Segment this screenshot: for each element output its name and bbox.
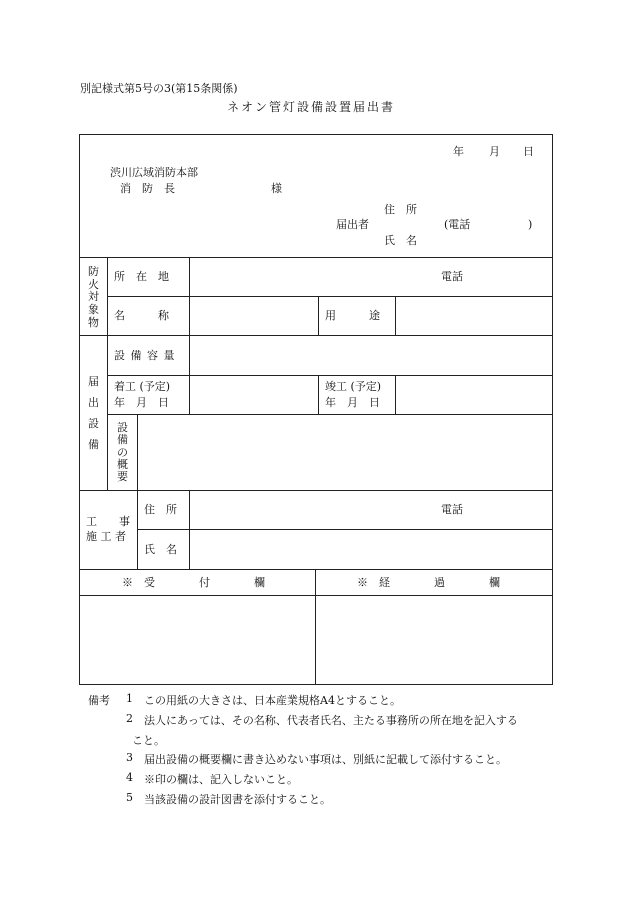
form-title: ネオン管灯設備設置届出書 (227, 100, 396, 114)
rule-fire-target-side (107, 257, 108, 335)
summary-label: 設 備 の 概 要 (117, 421, 128, 484)
rule-fire-target-bottom (79, 335, 553, 336)
capacity-label: 設 備 容 量 (114, 349, 176, 362)
date-year[interactable]: 年 (453, 145, 464, 158)
note-number: 5 (126, 791, 133, 804)
note-text: こと。 (132, 734, 165, 747)
rule-fire-target-top (79, 257, 553, 258)
name-label: 名 称 (114, 309, 169, 322)
note-item (88, 751, 558, 771)
rule-summary-label-col (137, 414, 138, 490)
applicant-name-label: 氏 名 (384, 234, 417, 247)
note-item (88, 791, 558, 811)
notes-section (88, 692, 558, 811)
progress-column-header: ※ 経 過 欄 (357, 576, 500, 589)
rule-capacity-bottom (107, 375, 553, 376)
notes-label: 備考 (88, 694, 110, 707)
note-item (88, 692, 558, 712)
finish-label: 竣工 (予定) (325, 380, 382, 393)
contractor-side-label-1: 工 事 (86, 515, 130, 528)
note-item (88, 771, 558, 791)
rule-equipment-bottom (79, 490, 553, 491)
equipment-side-label: 届 出 設 備 (88, 375, 99, 451)
rule-finish-left (318, 375, 319, 414)
rule-capacity-label-col (189, 335, 190, 414)
note-number: 1 (126, 692, 133, 705)
start-date: 年 月 日 (114, 396, 169, 409)
rule-office-divider (315, 569, 316, 685)
note-text: 法人にあっては、その名称、代表者氏名、主たる事務所の所在地を記入する (144, 714, 518, 727)
addressee-chief: 消 防 長 (120, 182, 175, 195)
note-number: 3 (126, 751, 133, 764)
addressee-org: 渋川広域消防本部 (110, 166, 198, 179)
note-text: 当該設備の設計図書を添付すること。 (144, 793, 331, 806)
applicant-phone-label: (電話 (444, 218, 471, 231)
fire-target-side-label: 防 火 対 象 物 (88, 265, 99, 329)
contractor-name-label: 氏 名 (144, 543, 177, 556)
contractor-phone-label: 電話 (441, 503, 463, 516)
rule-location-bottom (107, 296, 553, 297)
note-item (88, 732, 558, 751)
rule-contractor-address-bottom (137, 529, 553, 530)
note-text: ※印の欄は、記入しないこと。 (144, 773, 298, 786)
form-reference: 別記様式第5号の3(第15条関係) (80, 82, 238, 95)
form-frame (79, 134, 553, 685)
rule-use-right (395, 296, 396, 335)
note-number: 2 (126, 712, 133, 725)
note-number: 4 (126, 771, 133, 784)
date-month[interactable]: 月 (489, 145, 500, 158)
applicant-label: 届出者 (336, 218, 369, 231)
addressee-sama: 様 (271, 182, 282, 195)
applicant-phone-close: ) (528, 218, 533, 231)
location-phone-label: 電話 (441, 270, 463, 283)
finish-date: 年 月 日 (325, 396, 380, 409)
use-label: 用 途 (325, 309, 380, 322)
start-label: 着工 (予定) (114, 380, 171, 393)
contractor-address-label: 住 所 (144, 503, 177, 516)
rule-office-header-bottom (79, 595, 553, 596)
rule-contractor-side (137, 490, 138, 569)
location-label: 所 在 地 (114, 270, 169, 283)
rule-contractor-label-col (189, 490, 190, 569)
contractor-side-label-2: 施 工 者 (86, 530, 126, 543)
rule-use-left (318, 296, 319, 335)
rule-finish-right (395, 375, 396, 414)
rule-dates-bottom (107, 414, 553, 415)
note-item (88, 712, 558, 732)
reception-column-header: ※ 受 付 欄 (122, 576, 265, 589)
rule-fire-target-label-col (189, 257, 190, 335)
applicant-address-label: 住 所 (384, 203, 417, 216)
rule-contractor-bottom (79, 569, 553, 570)
note-text: この用紙の大きさは、日本産業規格A4とすること。 (144, 694, 401, 707)
note-text: 届出設備の概要欄に書き込めない事項は、別紙に記載して添付すること。 (144, 753, 507, 766)
date-day[interactable]: 日 (523, 145, 534, 158)
